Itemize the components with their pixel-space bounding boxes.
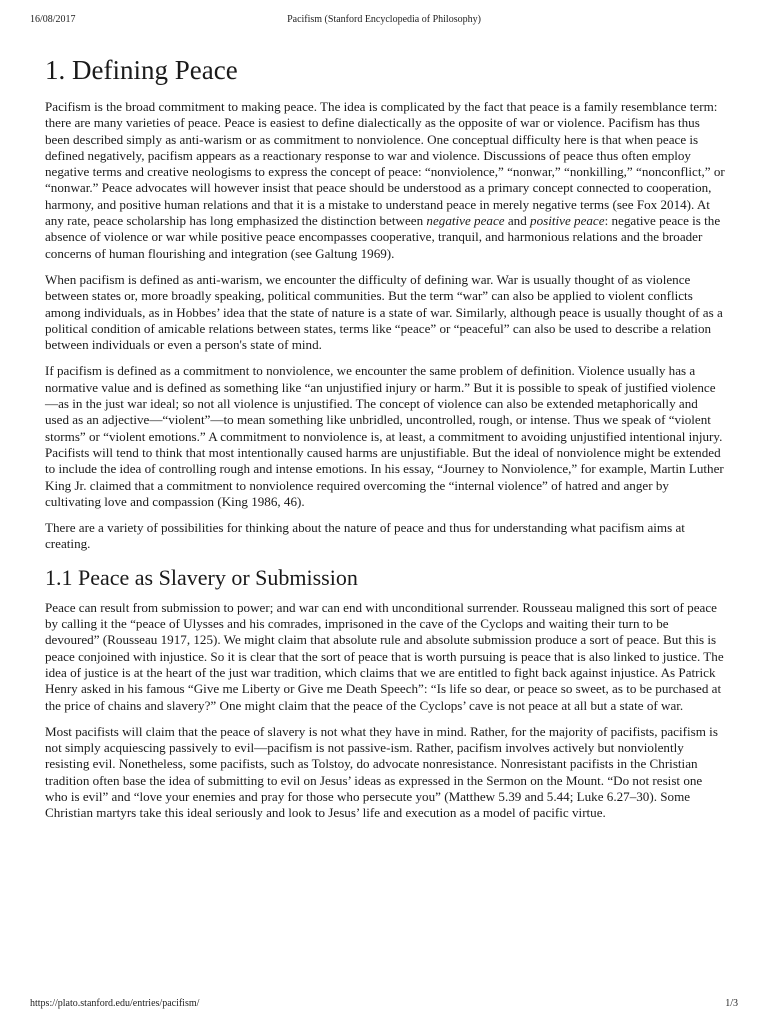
subsection-heading: 1.1 Peace as Slavery or Submission: [45, 564, 358, 590]
paragraph-text: : negative peace is the absence of violence or war while positive peace encompasses cooperative, tranquil, and harmonious relations and the broader concerns of human flourishing and integration (see Galtung 1969).: [45, 213, 721, 261]
article-content: [45, 48, 725, 832]
paragraph-possibilities: There are a variety of possibilities for thinking about the nature of peace and thus for understanding what pacifism aims at creating.: [45, 520, 685, 552]
page-url: https://plato.stanford.edu/entries/pacifism/: [30, 998, 200, 1009]
paragraph-anti-warism: When pacifism is defined as anti-warism, we encounter the difficulty of defining war. War is usually thought of as violence between states or, more broadly speaking, political communities. But the term “war” can also be applied to violent conflicts among individuals, as in Hobbes’ idea that the state of nature is a state of war. Similarly, although peace is usually thought of as a political condition of amicable relations between states, terms like “peace” or “peaceful” can also be used to describe a relation between individuals or even a person's state of mind.: [45, 271, 723, 353]
print-header: [30, 14, 738, 28]
paragraph-text: and: [504, 213, 531, 229]
print-date: 16/08/2017: [30, 14, 76, 25]
paragraph-nonviolence: If pacifism is defined as a commitment to nonviolence, we encounter the same problem of definition. Violence usually has a normative value and is defined as something like “an unjustified injury or harm.” But it is possible to speak of justified violence—as in the just war ideal; so not all violence is unjustified. The concept of violence can also be extended metaphorically and used as an adjective—“violent”—to mean something like unbridled, uncontrolled, rough, or intense. Thus we speak of “violent storms” or “violent emotions.” A commitment to nonviolence is, at least, a commitment to avoiding unjustified intentional injury. Pacifists will tend to think that most intentionally caused harms are unjustifiable. But the ideal of nonviolence might be extended to include the idea of controlling rough and intense emotions. In his essay, “Journey to Nonviolence,” for example, Martin Luther King Jr. claimed that a commitment to nonviolence required overcoming the “internal violence” of hatred and anger by cultivating love and compassion (King 1986, 46).: [45, 363, 724, 509]
print-document-title: Pacifism (Stanford Encyclopedia of Philosophy): [287, 14, 481, 25]
emphasis-positive-peace: positive peace: [530, 213, 605, 229]
paragraph-pacifists-resistance: Most pacifists will claim that the peace of slavery is not what they have in mind. Rather, for the majority of pacifists, pacifism is not simply acquiescing passively to evil—pacifism is not passive-ism. Rather, pacifism involves actively but nonviolently resisting evil. Nonetheless, some pacifists, such as Tolstoy, do advocate nonresistance. Nonresistant pacifists in the Christian tradition often base the idea of submitting to evil on Jesus’ ideas as expressed in the Sermon on the Mount. “Do not resist one who is evil” and “love your enemies and pray for those who persecute you” (Matthew 5.39 and 5.44; Luke 6.27–30). Some Christian martyrs take this ideal seriously and look to Jesus’ life and execution as a model of pacific virtue.: [45, 723, 718, 821]
emphasis-negative-peace: negative peace: [426, 213, 505, 229]
page-number: 1/3: [725, 998, 738, 1009]
print-footer: [30, 998, 738, 1012]
paragraph-text: Pacifism is the broad commitment to making peace. The idea is complicated by the fact that peace is a family resemblance term: there are many varieties of peace. Peace is easiest to define dialectically as the opposite of war or violence. Pacifism has thus been described simply as anti-warism or as commitment to nonviolence. One conceptual difficulty here is that when peace is defined negatively, pacifism appears as a reactionary response to war and violence. Discussions of peace thus often employ negative terms and creative neologisms to express the concept of peace: “nonviolence,” “nonwar,” “nonkilling,” “nonconflict,” or “nonwar.” Peace advocates will however insist that peace should be understood as a primary concept connected to cooperation, harmony, and positive human relations and that it is a mistake to understand peace in merely negative terms (see Fox 2014). At any rate, peace scholarship has long emphasized the distinction between: [45, 99, 725, 229]
paragraph-submission: Peace can result from submission to power; and war can end with unconditional surrender. Rousseau maligned this sort of peace by calling it the “peace of Ulysses and his comrades, imprisoned in the cave of the Cyclops and waiting their turn to be devoured” (Rousseau 1917, 125). We might claim that absolute rule and absolute submission produce a sort of peace. But this is peace conjoined with injustice. So it is clear that the sort of peace that is worth pursuing is peace that is also linked to justice. The idea of justice is at the heart of the just war tradition, which claims that we are entitled to fight back against injustice. As Patrick Henry asked in his famous “Give me Liberty or Give me Death Speech”: “Is life so dear, or peace so sweet, as to be purchased at the price of chains and slavery?” One might claim that the peace of the Cyclops’ cave is not peace at all but a state of war.: [45, 599, 724, 713]
section-heading: 1. Defining Peace: [45, 55, 238, 85]
paragraph-peace-definition: [45, 99, 725, 262]
